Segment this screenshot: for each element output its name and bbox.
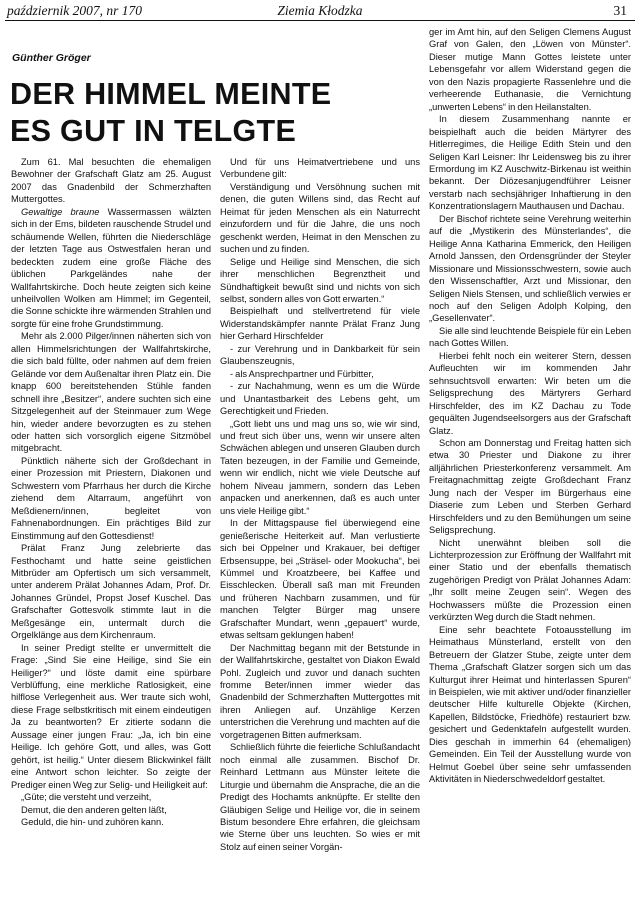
issue-label: październik 2007, nr 170 bbox=[7, 3, 142, 18]
paragraph: ger im Amt hin, auf den Seligen Clemens August Graf von Galen, den „Löwen von Münster“. Dieser mutige Mann Gottes leistete unter Lebensgefahr vor allem Widerstand gegen die von den Nazis propagierte Rassenlehre und die verheerende Euthanasie, die Vernichtung „unwerten Lebens“ in den Heilanstalten. bbox=[429, 27, 631, 112]
paragraph: Mehr als 2.000 Pilger/innen näherten sich von allen Himmelsrichtungen der Wallfahrtskirche, die sich bald füllte, oder nahmen auf dem freien Gelände vor dem Außenaltar ihren Platz ein. Die knapp 600 bereitstehenden Stühle fanden schnell ihre „Besitzer“, andere suchten sich eine Sitzgelegenheit auf der Steinmauer zum Wege hin, wieder andere bevorzugten es zu stehen oder hatten sich vorsorglich eigene Sitzmöbel mitgebracht. bbox=[11, 331, 211, 454]
paragraph: Verständigung und Versöhnung suchen mit denen, die guten Willens sind, das Recht auf Heimat für jeden Menschen als ein Naturrecht einzufordern und für die Jahre, die uns noch geschenkt werden, Heimat in den Menschen zu suchen und zu finden. bbox=[220, 181, 420, 255]
article-author: Günther Gröger bbox=[12, 52, 91, 64]
paragraph: Schon am Donnerstag und Freitag hatten sich etwa 30 Priester und Diakone zu ihrer alljährlichen Priesterkonferenz versammelt. Am Freitagnachmittag zeigte Großdechant Franz Jung nach der Vesper im Bürgerhaus eine Diaserie zum Leben und Sterben Gerhard Hirschfelders und zu den Bemühungen um seine Seligsprechung. bbox=[429, 437, 631, 536]
paragraph: In diesem Zusammenhang nannte er beispielhaft auch die beiden Märtyrer des Hitlerregimes, die Heilige Edith Stein und den Seligen Karl Leisner: Ihr Leidensweg bis zu ihrer Ermordung im KZ Auschwitz-Birkenau ist weithin bekannt. Der Diözesanjugendführer Leisner verstarb nach sechsjähriger Inhaftierung in den Konzentrationslagern Mauthausen und Dachau. bbox=[429, 114, 631, 212]
paragraph: In seiner Predigt stellte er unvermittelt die Frage: „Sind Sie eine Heilige, sind Sie ein Heiliger?“ und löste damit eine spürbare Verblüffung, eine merkliche Ratlosigkeit, eine hilflose Verlegenheit aus. Wer traute sich wohl, diese Frage selbstkritisch mit einem eindeutigen Ja zu beantworten? Er zitierte sodann die Aussage einer jungen Frau: „Ja, ich bin eine Heilige. Ich gehöre Gott, und alles, was Gott gehört, ist heilig.“ Unter diesem Blickwinkel fällt eine Antwort schon leichter. So zeigte der Prediger einen Weg zur Selig- und Heiligkeit auf: bbox=[11, 642, 211, 790]
list-item: - zur Verehrung und in Dankbarkeit für sein Glaubenszeugnis, bbox=[220, 343, 420, 367]
title-line-1: DER HIMMEL MEINTE bbox=[10, 77, 332, 111]
paragraph: Schließlich führte die feierliche Schlußandacht noch einmal alle zusammen. Bischof Dr. Reinhard Lettmann aus Münster leitete die Liturgie und übernahm die Ansprache, die an die Predigt des Hochamts anknüpfte. Er stellte den Gläubigen Selige und Heilige vor, die in seinem Bistum besondere Ehre erfahren, die gleichsam wie Sterne über uns leuchten. So wies er mit Stolz auf einen seiner Vorgän- bbox=[220, 742, 420, 852]
paragraph bbox=[11, 206, 211, 331]
emphasis-text: Gewaltige braune bbox=[21, 206, 100, 217]
article-title bbox=[10, 76, 422, 150]
paragraph: Hierbei fehlt noch ein weiterer Stern, dessen Aufleuchten wir im kommenden Jahr sehnsuchtsvoll erwarten: Wir beten um die Seligsprechung des Märtyrers Gerhard Hirschfelder, des im KZ Dachau zu Tode gequälten Jugendseelsorgers aus der Grafschaft Glatz. bbox=[429, 350, 631, 436]
page-header bbox=[5, 2, 635, 21]
paragraph: In der Mittagspause fiel überwiegend eine genießerische Heiterkeit auf. Man verlustierte sich bei Oppelner und Krakauer, bei deftiger Erbsensuppe, bei „Sträsel- oder Mookucha“, bei Kümmel und Kroatzbeere, bei Kaffee und Eisschlecken. Überall saß man mit Freunden und früheren Nachbarn zusammen, und für manchen Telgter Bürger mag unsere Grafschafter Mundart, wenn „gepauert“ wurde, etwas seltsam geklungen haben! bbox=[220, 518, 420, 641]
title-line-2: ES GUT IN TELGTE bbox=[10, 114, 297, 148]
paragraph: Sie alle sind leuchtende Beispiele für ein Leben nach Gottes Willen. bbox=[429, 325, 631, 349]
paragraph: „Gott liebt uns und mag uns so, wie wir sind, und freut sich über uns, wenn wir unsere alten Schwächen ablegen und unseren Glauben durch Taten bezeugen, in der Familie und Gemeinde, wenn wir endlich, nicht wie viele Deutsche auf hohem Niveau jammern, sondern das Leben anpacken und anerkennen, daß es auch unter uns viele Heilige gibt.“ bbox=[220, 418, 420, 516]
paragraph: Eine sehr beachtete Fotoausstellung im Heimathaus Münsterland, erstellt von den Betreuern der Glatzer Stube, zeigte unter dem Thema „Grafschaft Glatzer sorgen sich um das Kulturgut ihrer Heimat und hinterlassen Spuren“ in Beispielen, wie mit aktiver und/oder finanzieller deutscher Hilfe kulturelle Objekte (Kirchen, Kapellen, Bildstöcke, Friedhöfe) restauriert bzw. gesichert und Gedenktafeln aufgestellt wurden. Dies geschah in immerhin 64 (ehemaligen) Gemeinden. Ein Teil der Ausstellung wurde von Helmut Goebel über seine sehr umfassenden Aktivitäten in Niederschwedeldorf gestaltet. bbox=[429, 624, 631, 785]
paragraph: Und für uns Heimatvertriebene und uns Verbundene gilt: bbox=[220, 157, 420, 180]
column-2 bbox=[220, 156, 420, 900]
quote-line: „Güte; die versteht und verzeiht, bbox=[21, 792, 152, 803]
paragraph: Selige und Heilige sind Menschen, die sich ihrer menschlichen Begrenztheit und Sündhaftigkeit bewußt sind und nichts von sich selbst, sondern alles von Gott erwarten.“ bbox=[220, 256, 420, 304]
quote-line: Geduld, die hin- und zuhören kann. bbox=[21, 817, 164, 828]
journal-name: Ziemia Kłodzka bbox=[277, 3, 363, 18]
paragraph: Beispielhaft und stellvertretend für viele Widerstandskämpfer nannte Prälat Franz Jung hier Gerhard Hirschfelder bbox=[220, 306, 420, 342]
page-number: 31 bbox=[613, 3, 627, 18]
paragraph: Prälat Franz Jung zelebrierte das Festhochamt und hatte seine geistlichen Mitbrüder am Opfertisch um sich versammelt, unter anderem Prälat Johannes Adam, Prof. Dr. Johannes Gründel, Propst Josef Kuschel. Das Grafschafter Gottesvolk stimmte laut in die Meßgesänge ein, untermalt durch die Orgelklänge aus dem Kirchenraum. bbox=[11, 543, 211, 641]
paragraph: Der Bischof richtete seine Verehrung weiterhin auf die „Mystikerin des Münsterlandes“, die Heilige Anna Katharina Emmerick, den Heiligen Arnold Janssen, den Ordensgründer der Steyler Missionare und Missionsschwestern, sowie auch den Wissenschaftler, Arzt und Missionar, den Seligen Niels Stensen, und schließlich verwies er noch auf den Seligen Adolph Kolping, den „Gesellenvater“. bbox=[429, 213, 631, 324]
quote-line: Demut, die den anderen gelten läßt, bbox=[21, 804, 167, 815]
paragraph: Nicht unerwähnt bleiben soll die Lichterprozession zur Eröffnung der Wallfahrt mit einer Statio und der ebenfalls thematisch zugehörigen Predigt von Prälat Johannes Adam: „Ihr sollt meine Zeugen sein“. Wegen des Hochwassers müßte die Prozession einen verkürzten Weg durch die Stadt nehmen. bbox=[429, 537, 631, 623]
paragraph-text: Wassermassen wälzten sich in der Ems, bildeten rauschende Strudel und schäumende Wellen, führten die Niederschläge der letzten Tage aus Ostwestfalen heran und bedeckten zudem eine große Fläche des üblichen Parkgeländes nahe der Wallfahrtskirche. Doch heute zeigten sich keine unheilvollen Wolken am Himmel; im Gegenteil, die Sonne schickte ihre wärmenden Strahlen und sorgte für eine frohe Grundstimmung. bbox=[11, 206, 211, 329]
list-item: - zur Nachahmung, wenn es um die Würde und Unantastbarkeit des Lebens geht, um Gerechtigkeit und Frieden. bbox=[220, 381, 420, 417]
paragraph: Zum 61. Mal besuchten die ehemaligen Bewohner der Grafschaft Glatz am 25. August 2007 das Gnadenbild der Schmerzhaften Muttergottes. bbox=[11, 157, 211, 205]
list-item: - als Ansprechpartner und Fürbitter, bbox=[230, 368, 374, 379]
paragraph: Der Nachmittag begann mit der Betstunde in der Wallfahrtskirche, gestaltet von Diakon Ewald Pohl. Zugleich und zuvor und danach suchten fromme Beter/innen immer wieder das Gnadenbild der Schmerzhaften Muttergottes mit ihren Anliegen auf. Unzählige Kerzen unterstrichen die Verehrung und machten auf die vorgetragenen Bitten aufmerksam. bbox=[220, 642, 420, 740]
column-1 bbox=[11, 156, 211, 900]
column-3 bbox=[429, 26, 631, 900]
paragraph: Pünktlich näherte sich der Großdechant in einer Prozession mit Priestern, Diakonen und Schwestern vom Pfarrhaus her durch die Kirche ziehend dem Altarraum, angeführt von Meßdienern/innen, begleitet von Fahnenabordnungen. Ein prächtiges Bild zur Einstimmung auf den Gottesdienst! bbox=[11, 455, 211, 541]
